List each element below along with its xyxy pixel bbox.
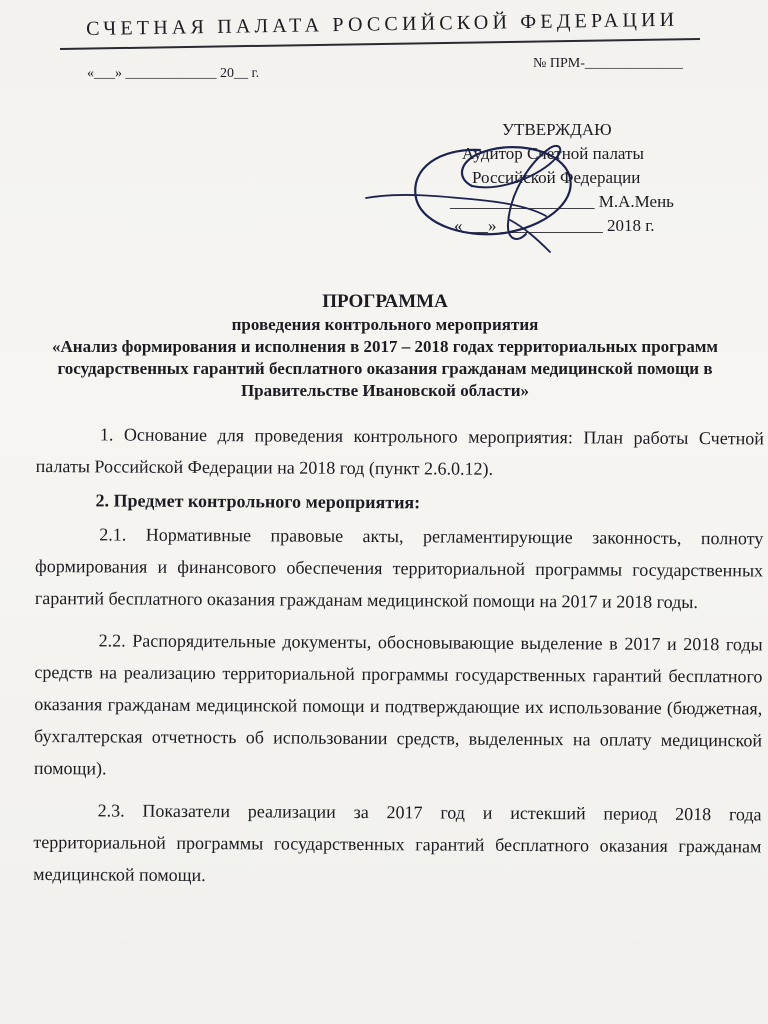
approval-date-line: «___» ____________ 2018 г. bbox=[454, 216, 655, 235]
approval-label: УТВЕРЖДАЮ bbox=[502, 120, 612, 139]
approver-position-line2: Российской Федерации bbox=[472, 168, 641, 187]
program-title: ПРОГРАММА bbox=[322, 291, 448, 312]
section-item-2-1: 2.1. Нормативные правовые акты, регламентирующие законность, полноту формирования и финансового обеспечения территориальной программы государственных гарантий бесплатного оказания гражданам медицинской помощи на 2017 и 2018 годы. bbox=[34, 524, 764, 613]
section-item-2-2: 2.2. Распорядительные документы, обосновывающие выделение в 2017 и 2018 годы средств на реализацию территориальной программы государственных гарантий бесплатного оказания гражданам медицинской помощи и подтверждающие их использование (бюджетная, бухгалтерская отчетность об использовании средств, выделенных на оплату медицинской помощи). bbox=[33, 630, 763, 779]
section-item-2-3: 2.3. Показатели реализации за 2017 год и истекший период 2018 года территориальной программы государственных гарантий бесплатного оказания гражданам медицинской помощи. bbox=[33, 800, 762, 886]
document-number: № ПРМ-______________ bbox=[533, 56, 683, 71]
document-body bbox=[33, 418, 764, 894]
approver-position-line1: Аудитор Счетной палаты bbox=[462, 144, 644, 163]
date-field: «___» _____________ 20__ г. bbox=[87, 66, 260, 81]
program-title-block bbox=[40, 290, 730, 402]
letterhead-title: СЧЕТНАЯ ПАЛАТА РОССИЙСКОЙ ФЕДЕРАЦИИ bbox=[86, 8, 679, 40]
handwritten-signature bbox=[360, 128, 630, 258]
program-subtitle: проведения контрольного мероприятия bbox=[231, 315, 539, 334]
program-topic: «Анализ формирования и исполнения в 2017 – 2018 годах территориальных программ государственных гарантий бесплатного оказания гражданам медицинской помощи в Правительстве Ивановской области» bbox=[52, 337, 718, 400]
approver-signature-line: _________________ М.А.Мень bbox=[450, 192, 674, 211]
section-subject-heading: 2. Предмет контрольного мероприятия: bbox=[95, 490, 421, 513]
section-basis: 1. Основание для проведения контрольного мероприятия: План работы Счетной палаты Российской Федерации на 2018 год (пункт 2.6.0.12). bbox=[35, 424, 764, 479]
